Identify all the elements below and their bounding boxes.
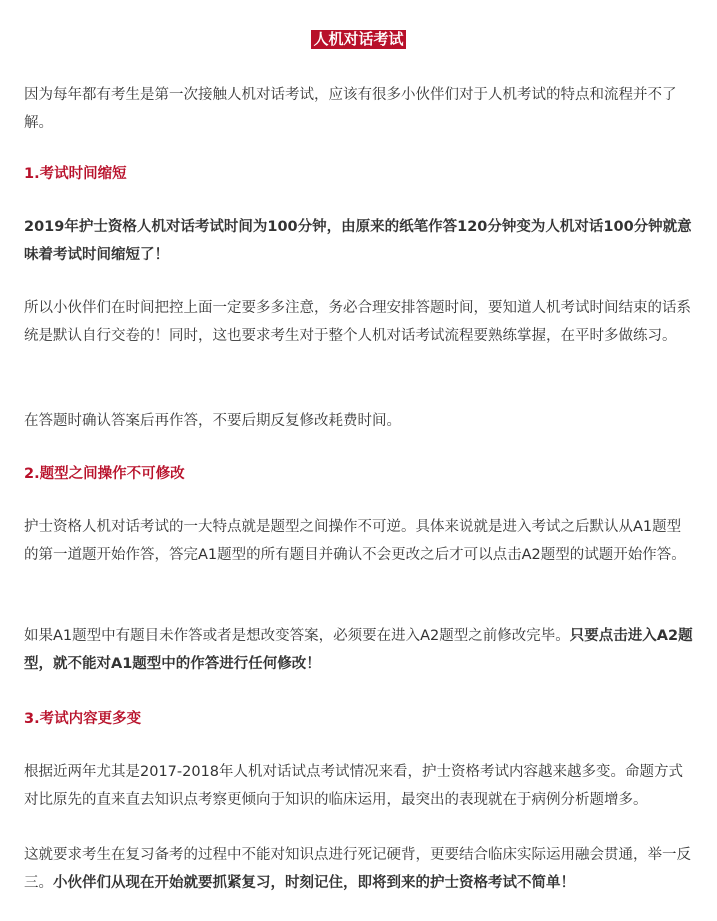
- section-1-heading: 1.考试时间缩短: [24, 166, 127, 182]
- section-3-paragraph-2-text: 这就要求考生在复习备考的过程中不能对知识点进行死记硬背，更要结合临床实际运用融会贯通，举一反三。: [24, 847, 691, 891]
- section-3-paragraph-2: [24, 841, 694, 897]
- section-2-heading: 2.题型之间操作不可修改: [24, 466, 185, 482]
- section-2-paragraph-2-text: 如果A1题型中有题目未作答或者是想改变答案，必须要在进入A2题型之前修改完毕。: [24, 628, 570, 644]
- article-title: 人机对话考试: [313, 30, 404, 48]
- section-2-paragraph-2: [24, 622, 694, 678]
- section-1-bold-paragraph: 2019年护士资格人机对话考试时间为100分钟，由原来的纸笔作答120分钟变为人机对话100分钟就意味着考试时间缩短了！: [24, 219, 692, 263]
- section-3-paragraph-2-emphasis: 小伙伴们从现在开始就要抓紧复习，时刻记住，即将到来的护士资格考试不简单！: [53, 875, 575, 891]
- intro-paragraph: 因为每年都有考生是第一次接触人机对话考试，应该有很多小伙伴们对于人机考试的特点和流程并不了解。: [24, 87, 677, 131]
- section-2-paragraph-2-emphasis: 只要点击进入A2题型，就不能对A1题型中的作答进行任何修改！: [24, 628, 693, 672]
- section-1-paragraph-1: 所以小伙伴们在时间把控上面一定要多多注意，务必合理安排答题时间，要知道人机考试时间结束的话系统是默认自行交卷的！同时，这也要求考生对于整个人机对话考试流程要熟练掌握，在平时多做练习。: [24, 300, 691, 344]
- section-3-heading: 3.考试内容更多变: [24, 711, 142, 727]
- title-wrap: [0, 29, 717, 49]
- section-1-paragraph-2: 在答题时确认答案后再作答，不要后期反复修改耗费时间。: [24, 413, 401, 429]
- section-2-paragraph-1: 护士资格人机对话考试的一大特点就是题型之间操作不可逆。具体来说就是进入考试之后默认从A1题型的第一道题开始作答，答完A1题型的所有题目并确认不会更改之后才可以点击A2题型的试题开始作答。: [24, 519, 686, 563]
- section-3-paragraph-1: 根据近两年尤其是2017-2018年人机对话试点考试情况来看，护士资格考试内容越来越多变。命题方式对比原先的直来直去知识点考察更倾向于知识的临床运用，最突出的表现就在于病例分析题增多。: [24, 764, 684, 808]
